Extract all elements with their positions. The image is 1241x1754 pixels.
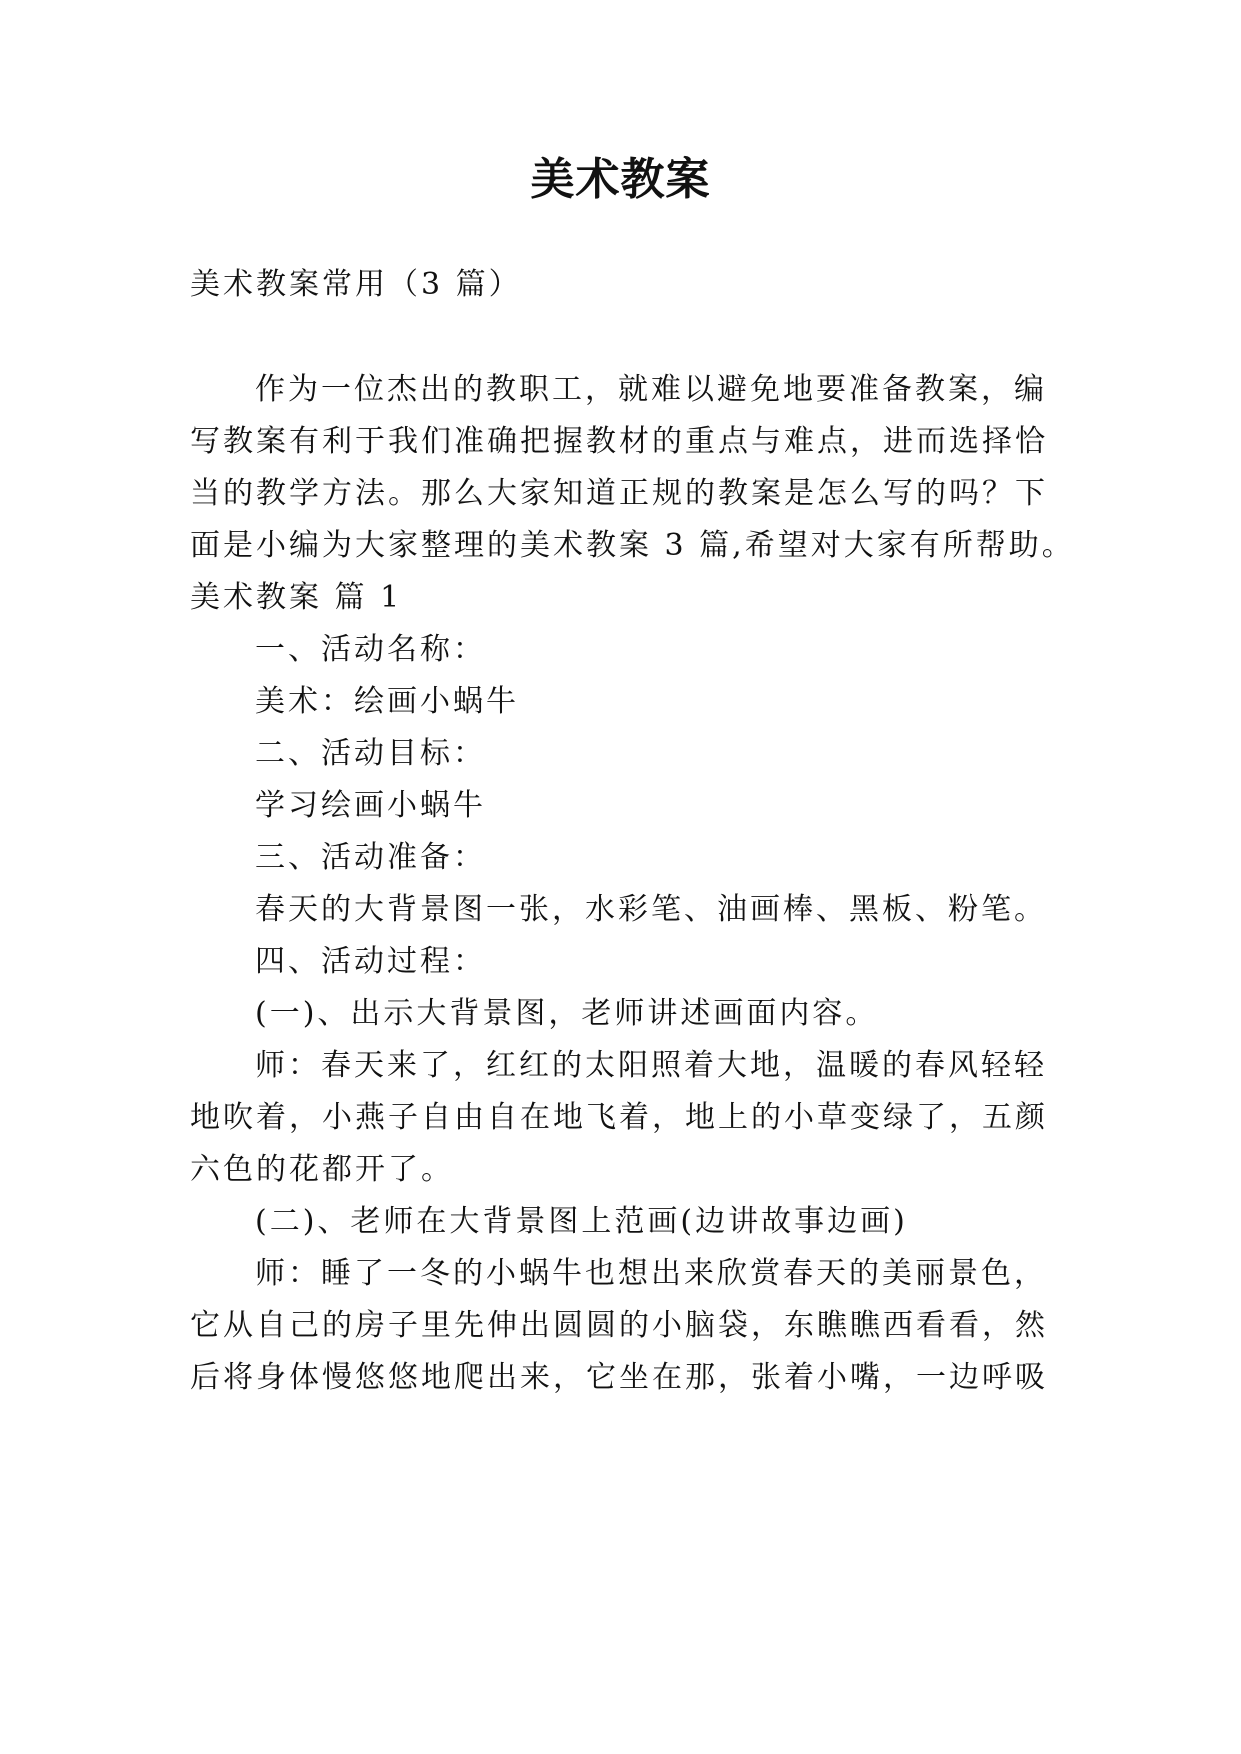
paragraph-line: 一、活动名称： [255, 632, 486, 667]
paragraph-line: 学习绘画小蜗牛 [255, 788, 486, 823]
paragraph-line: 当的教学方法。那么大家知道正规的教案是怎么写的吗？下 [190, 476, 1048, 511]
paragraph-line: 三、活动准备： [255, 840, 486, 875]
paragraph-line: 后将身体慢悠悠地爬出来，它坐在那，张着小嘴，一边呼吸 [190, 1360, 1048, 1395]
paragraph-line: 六色的花都开了。 [190, 1152, 454, 1187]
paragraph-line: 四、活动过程： [255, 944, 486, 979]
paragraph-line: 师：睡了一冬的小蜗牛也想出来欣赏春天的美丽景色， [255, 1256, 1047, 1291]
section-heading: 美术教案 篇 1 [190, 580, 403, 615]
paragraph-line: 写教案有利于我们准确把握教材的重点与难点，进而选择恰 [190, 424, 1048, 459]
paragraph-line: 地吹着，小燕子自由自在地飞着，地上的小草变绿了，五颜 [190, 1100, 1048, 1135]
paragraph-line: (二)、老师在大背景图上范画(边讲故事边画) [255, 1204, 908, 1239]
document-subtitle: 美术教案常用（3 篇） [190, 267, 522, 302]
paragraph-line: 春天的大背景图一张，水彩笔、油画棒、黑板、粉笔。 [255, 892, 1047, 927]
paragraph-line: (一)、出示大背景图，老师讲述画面内容。 [255, 996, 879, 1031]
paragraph-line: 面是小编为大家整理的美术教案 3 篇,希望对大家有所帮助。 [190, 528, 1075, 563]
paragraph-line: 二、活动目标： [255, 736, 486, 771]
paragraph-line: 它从自己的房子里先伸出圆圆的小脑袋，东瞧瞧西看看，然 [190, 1308, 1048, 1343]
paragraph-line: 作为一位杰出的教职工，就难以避免地要准备教案，编 [255, 372, 1047, 407]
paragraph-line: 师：春天来了，红红的太阳照着大地，温暖的春风轻轻 [255, 1048, 1047, 1083]
document-title: 美术教案 [530, 154, 711, 205]
paragraph-line: 美术：绘画小蜗牛 [255, 684, 519, 719]
